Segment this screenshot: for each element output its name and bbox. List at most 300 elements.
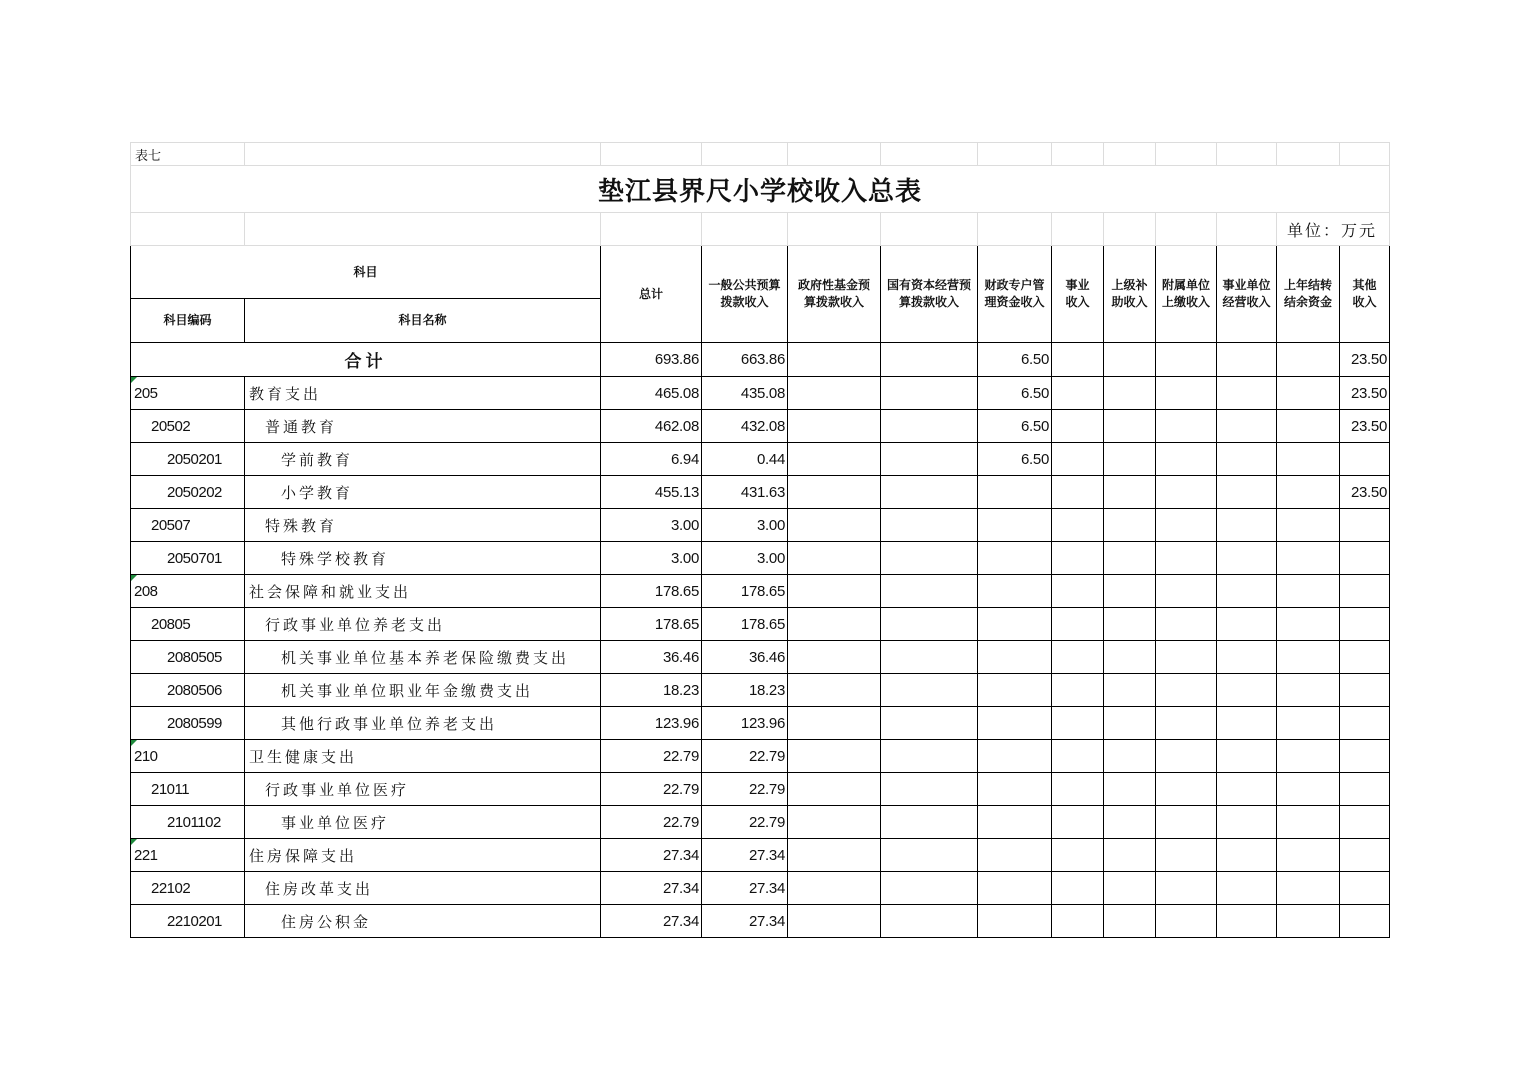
- amount-cell: [1217, 905, 1277, 938]
- amount-cell: [978, 872, 1052, 905]
- subject-code: 205: [134, 384, 158, 402]
- caption-row: [131, 143, 1390, 166]
- amount-cell: 123.96: [702, 707, 788, 740]
- amount-cell: 465.08: [601, 377, 702, 410]
- amount-cell: [788, 509, 881, 542]
- amount-cell: 3.00: [601, 509, 702, 542]
- table-row: [131, 674, 1390, 707]
- amount-cell: [1052, 476, 1104, 509]
- amount-cell: [1217, 839, 1277, 872]
- amount-cell: 18.23: [601, 674, 702, 707]
- amount-cell: [1277, 575, 1340, 608]
- column-header: [788, 246, 881, 343]
- subject-code-cell: [131, 839, 245, 872]
- subject-code: 22102: [151, 879, 191, 897]
- column-header-line: 经营收入: [1222, 295, 1271, 309]
- subject-code-cell: [131, 641, 245, 674]
- amount-cell: [1104, 674, 1156, 707]
- amount-cell: [1104, 509, 1156, 542]
- amount-cell: 18.23: [702, 674, 788, 707]
- amount-cell: 23.50: [1340, 377, 1390, 410]
- amount-cell: [881, 509, 978, 542]
- amount-cell: [881, 740, 978, 773]
- amount-cell: 22.79: [601, 740, 702, 773]
- subject-code-cell: [131, 476, 245, 509]
- subject-code: 2080506: [167, 681, 222, 699]
- column-header: [1340, 246, 1390, 343]
- column-header: [702, 246, 788, 343]
- amount-cell: 123.96: [601, 707, 702, 740]
- amount-cell: [978, 608, 1052, 641]
- amount-cell: 432.08: [702, 410, 788, 443]
- amount-cell: [1052, 641, 1104, 674]
- amount-cell: [1156, 476, 1217, 509]
- subject-header: 科目: [131, 246, 601, 299]
- subject-name-cell: 机关事业单位职业年金缴费支出: [245, 674, 601, 707]
- amount-cell: [1104, 872, 1156, 905]
- table-row: [131, 839, 1390, 872]
- amount-cell: [1104, 575, 1156, 608]
- subject-code: 2050701: [167, 549, 222, 567]
- amount-cell: [978, 575, 1052, 608]
- column-header-line: 助收入: [1111, 295, 1148, 309]
- column-header-line: 政府性基金预: [797, 278, 870, 292]
- amount-cell: [788, 542, 881, 575]
- amount-cell: [978, 773, 1052, 806]
- subject-code: 20507: [151, 516, 191, 534]
- subject-code: 21011: [151, 780, 190, 798]
- amount-cell: 178.65: [702, 575, 788, 608]
- amount-cell: [1156, 377, 1217, 410]
- total-cell: 6.50: [978, 343, 1052, 377]
- amount-cell: [881, 542, 978, 575]
- subject-code: 208: [134, 582, 158, 600]
- subject-code-cell: [131, 377, 245, 410]
- amount-cell: [1277, 872, 1340, 905]
- subject-code: 20805: [151, 615, 191, 633]
- total-cell: 663.86: [702, 343, 788, 377]
- amount-cell: [1217, 509, 1277, 542]
- total-cell: [881, 343, 978, 377]
- amount-cell: [1277, 608, 1340, 641]
- amount-cell: [881, 905, 978, 938]
- amount-cell: [1217, 641, 1277, 674]
- table-row: [131, 905, 1390, 938]
- table-row: [131, 476, 1390, 509]
- column-header-line: 附属单位: [1161, 278, 1210, 292]
- amount-cell: [1340, 740, 1390, 773]
- amount-cell: [1340, 509, 1390, 542]
- column-header-line: 理资金收入: [984, 295, 1045, 309]
- amount-cell: [1217, 410, 1277, 443]
- amount-cell: [978, 806, 1052, 839]
- total-label: 合计: [131, 343, 601, 377]
- amount-cell: [1104, 410, 1156, 443]
- total-cell: [1104, 343, 1156, 377]
- amount-cell: [1052, 872, 1104, 905]
- column-header-line: 算拨款收入: [898, 295, 959, 309]
- subject-code-cell: [131, 509, 245, 542]
- amount-cell: [1104, 839, 1156, 872]
- amount-cell: [1217, 542, 1277, 575]
- amount-cell: [788, 674, 881, 707]
- subject-code: 2080599: [167, 714, 222, 732]
- amount-cell: [1104, 806, 1156, 839]
- amount-cell: [1052, 905, 1104, 938]
- subject-code-cell: [131, 608, 245, 641]
- amount-cell: [1156, 608, 1217, 641]
- subject-code: 2050202: [167, 483, 222, 501]
- subject-code-cell: [131, 410, 245, 443]
- amount-cell: [788, 740, 881, 773]
- amount-cell: [1217, 476, 1277, 509]
- table-row: [131, 542, 1390, 575]
- amount-cell: [788, 443, 881, 476]
- amount-cell: 36.46: [702, 641, 788, 674]
- amount-cell: [1340, 542, 1390, 575]
- column-header-line: 收入: [1065, 295, 1090, 309]
- amount-cell: [881, 872, 978, 905]
- total-cell: [1052, 343, 1104, 377]
- amount-cell: [1277, 377, 1340, 410]
- amount-cell: [1340, 773, 1390, 806]
- amount-cell: 3.00: [601, 542, 702, 575]
- amount-cell: [1052, 542, 1104, 575]
- amount-cell: [978, 509, 1052, 542]
- amount-cell: [788, 608, 881, 641]
- subject-name-cell: 小学教育: [245, 476, 601, 509]
- column-header: [1052, 246, 1104, 343]
- header-row: [131, 246, 1390, 299]
- amount-cell: 3.00: [702, 542, 788, 575]
- amount-cell: 22.79: [601, 806, 702, 839]
- subject-name-cell: 住房公积金: [245, 905, 601, 938]
- amount-cell: [881, 410, 978, 443]
- column-header-line: 总计: [638, 286, 663, 301]
- amount-cell: [788, 476, 881, 509]
- amount-cell: [881, 707, 978, 740]
- subject-code-cell: [131, 872, 245, 905]
- amount-cell: [1052, 806, 1104, 839]
- amount-cell: 23.50: [1340, 476, 1390, 509]
- amount-cell: [978, 542, 1052, 575]
- amount-cell: [1156, 443, 1217, 476]
- amount-cell: [1104, 707, 1156, 740]
- amount-cell: [1217, 773, 1277, 806]
- amount-cell: 6.94: [601, 443, 702, 476]
- amount-cell: [1104, 740, 1156, 773]
- column-header-line: 收入: [1352, 295, 1377, 309]
- amount-cell: [881, 476, 978, 509]
- subject-code: 2210201: [167, 912, 222, 930]
- column-header-line: 事业单位: [1222, 278, 1271, 292]
- amount-cell: [1052, 509, 1104, 542]
- amount-cell: 431.63: [702, 476, 788, 509]
- amount-cell: [978, 476, 1052, 509]
- column-header-line: 财政专户管: [984, 278, 1045, 292]
- amount-cell: [1156, 410, 1217, 443]
- amount-cell: [788, 377, 881, 410]
- amount-cell: [1156, 707, 1217, 740]
- amount-cell: [1217, 806, 1277, 839]
- amount-cell: [1340, 443, 1390, 476]
- amount-cell: [1217, 872, 1277, 905]
- amount-cell: [1340, 707, 1390, 740]
- amount-cell: 27.34: [601, 839, 702, 872]
- amount-cell: 6.50: [978, 410, 1052, 443]
- amount-cell: [1217, 707, 1277, 740]
- subject-code-cell: [131, 443, 245, 476]
- column-header: [1277, 246, 1340, 343]
- amount-cell: [1217, 575, 1277, 608]
- subject-name-cell: 卫生健康支出: [245, 740, 601, 773]
- amount-cell: 6.50: [978, 377, 1052, 410]
- column-header: [881, 246, 978, 343]
- amount-cell: [1156, 806, 1217, 839]
- title-row: [131, 166, 1390, 213]
- amount-cell: [1340, 674, 1390, 707]
- amount-cell: [1052, 377, 1104, 410]
- amount-cell: 178.65: [601, 575, 702, 608]
- comment-marker-icon: [131, 377, 137, 383]
- amount-cell: 462.08: [601, 410, 702, 443]
- page-title: 垫江县界尺小学校收入总表: [131, 166, 1390, 213]
- subject-name-cell: 机关事业单位基本养老保险缴费支出: [245, 641, 601, 674]
- subject-code: 210: [134, 747, 158, 765]
- unit-label: 单位：万元: [1277, 213, 1390, 246]
- amount-cell: 6.50: [978, 443, 1052, 476]
- column-header-line: 事业: [1065, 278, 1090, 292]
- amount-cell: [1156, 839, 1217, 872]
- table-row: [131, 773, 1390, 806]
- subject-code: 221: [134, 846, 158, 864]
- income-summary-sheet: [130, 142, 1390, 938]
- amount-cell: [1277, 905, 1340, 938]
- amount-cell: [881, 608, 978, 641]
- amount-cell: [788, 806, 881, 839]
- amount-cell: [1217, 377, 1277, 410]
- amount-cell: [1104, 377, 1156, 410]
- amount-cell: [1156, 509, 1217, 542]
- amount-cell: [1104, 773, 1156, 806]
- subject-code-cell: [131, 806, 245, 839]
- amount-cell: 27.34: [702, 839, 788, 872]
- amount-cell: [1104, 542, 1156, 575]
- comment-marker-icon: [131, 839, 137, 845]
- subject-name-header: 科目名称: [245, 299, 601, 343]
- column-header: [1104, 246, 1156, 343]
- amount-cell: [1052, 443, 1104, 476]
- amount-cell: 27.34: [601, 872, 702, 905]
- subject-code-cell: [131, 905, 245, 938]
- amount-cell: [1217, 608, 1277, 641]
- amount-cell: [1340, 839, 1390, 872]
- subject-code: 20502: [151, 417, 191, 435]
- amount-cell: [978, 641, 1052, 674]
- amount-cell: [1277, 806, 1340, 839]
- amount-cell: 178.65: [601, 608, 702, 641]
- amount-cell: 22.79: [702, 740, 788, 773]
- amount-cell: [1156, 773, 1217, 806]
- table-row: [131, 443, 1390, 476]
- subject-code-cell: [131, 707, 245, 740]
- amount-cell: [978, 707, 1052, 740]
- amount-cell: [1104, 641, 1156, 674]
- amount-cell: [1217, 443, 1277, 476]
- subject-name-cell: 事业单位医疗: [245, 806, 601, 839]
- column-header-line: 上级补: [1111, 278, 1148, 292]
- subject-name-cell: 特殊学校教育: [245, 542, 601, 575]
- amount-cell: [1340, 608, 1390, 641]
- amount-cell: [881, 674, 978, 707]
- amount-cell: [1277, 410, 1340, 443]
- amount-cell: 178.65: [702, 608, 788, 641]
- amount-cell: [1052, 740, 1104, 773]
- amount-cell: 435.08: [702, 377, 788, 410]
- amount-cell: [788, 641, 881, 674]
- comment-marker-icon: [131, 575, 137, 581]
- amount-cell: [881, 443, 978, 476]
- amount-cell: [1340, 872, 1390, 905]
- amount-cell: [1052, 674, 1104, 707]
- amount-cell: [1052, 839, 1104, 872]
- amount-cell: 0.44: [702, 443, 788, 476]
- table-row: [131, 410, 1390, 443]
- amount-cell: [1277, 740, 1340, 773]
- subject-name-cell: 住房保障支出: [245, 839, 601, 872]
- amount-cell: [1156, 872, 1217, 905]
- amount-cell: 27.34: [601, 905, 702, 938]
- amount-cell: [1277, 476, 1340, 509]
- subject-code-cell: [131, 542, 245, 575]
- column-header: [1217, 246, 1277, 343]
- table-row: [131, 872, 1390, 905]
- amount-cell: [1156, 641, 1217, 674]
- amount-cell: [1277, 839, 1340, 872]
- subject-name-cell: 行政事业单位医疗: [245, 773, 601, 806]
- amount-cell: 455.13: [601, 476, 702, 509]
- amount-cell: [881, 839, 978, 872]
- subject-code-cell: [131, 674, 245, 707]
- total-cell: [1217, 343, 1277, 377]
- amount-cell: [1217, 674, 1277, 707]
- amount-cell: [1052, 707, 1104, 740]
- column-header-line: 结余资金: [1283, 295, 1332, 309]
- total-cell: 693.86: [601, 343, 702, 377]
- subject-code-cell: [131, 575, 245, 608]
- column-header: [601, 246, 702, 343]
- amount-cell: 22.79: [702, 773, 788, 806]
- subject-name-cell: 其他行政事业单位养老支出: [245, 707, 601, 740]
- amount-cell: [1052, 410, 1104, 443]
- amount-cell: [1156, 905, 1217, 938]
- amount-cell: [881, 641, 978, 674]
- column-header-line: 拨款收入: [720, 295, 769, 309]
- subject-code-cell: [131, 740, 245, 773]
- column-header-line: 国有资本经营预: [886, 278, 971, 292]
- total-cell: [1277, 343, 1340, 377]
- amount-cell: 27.34: [702, 905, 788, 938]
- amount-cell: [1340, 905, 1390, 938]
- amount-cell: [1277, 674, 1340, 707]
- amount-cell: [1052, 575, 1104, 608]
- unit-row: [131, 213, 1390, 246]
- amount-cell: [881, 377, 978, 410]
- amount-cell: [1277, 707, 1340, 740]
- column-header: [978, 246, 1052, 343]
- table-row: [131, 641, 1390, 674]
- table-row: [131, 575, 1390, 608]
- amount-cell: [978, 905, 1052, 938]
- amount-cell: [1277, 542, 1340, 575]
- amount-cell: 23.50: [1340, 410, 1390, 443]
- subject-code: 2080505: [167, 648, 222, 666]
- subject-name-cell: 住房改革支出: [245, 872, 601, 905]
- amount-cell: [788, 872, 881, 905]
- column-header-line: 上年结转: [1283, 278, 1332, 292]
- subject-name-cell: 社会保障和就业支出: [245, 575, 601, 608]
- amount-cell: [1104, 443, 1156, 476]
- table-caption: 表七: [131, 143, 245, 166]
- amount-cell: [1277, 509, 1340, 542]
- amount-cell: [1217, 740, 1277, 773]
- total-cell: [1156, 343, 1217, 377]
- amount-cell: [1104, 905, 1156, 938]
- amount-cell: 36.46: [601, 641, 702, 674]
- column-header-line: 上缴收入: [1161, 295, 1210, 309]
- total-cell: 23.50: [1340, 343, 1390, 377]
- amount-cell: 22.79: [601, 773, 702, 806]
- column-header: [1156, 246, 1217, 343]
- amount-cell: 3.00: [702, 509, 788, 542]
- amount-cell: [1052, 608, 1104, 641]
- table-row: [131, 806, 1390, 839]
- amount-cell: 27.34: [702, 872, 788, 905]
- amount-cell: [881, 806, 978, 839]
- amount-cell: [788, 773, 881, 806]
- income-table: [130, 142, 1390, 938]
- amount-cell: [788, 905, 881, 938]
- subject-name-cell: 特殊教育: [245, 509, 601, 542]
- amount-cell: [1340, 806, 1390, 839]
- amount-cell: [1340, 575, 1390, 608]
- subject-code: 2050201: [167, 450, 222, 468]
- table-row: [131, 509, 1390, 542]
- amount-cell: [1156, 740, 1217, 773]
- table-row: [131, 707, 1390, 740]
- subject-name-cell: 学前教育: [245, 443, 601, 476]
- column-header-line: 算拨款收入: [803, 295, 864, 309]
- amount-cell: [788, 839, 881, 872]
- table-row: [131, 377, 1390, 410]
- amount-cell: [1156, 674, 1217, 707]
- total-cell: [788, 343, 881, 377]
- amount-cell: [788, 707, 881, 740]
- subject-code-cell: [131, 773, 245, 806]
- amount-cell: [788, 410, 881, 443]
- total-row: [131, 343, 1390, 377]
- amount-cell: [1277, 641, 1340, 674]
- amount-cell: [788, 575, 881, 608]
- amount-cell: 22.79: [702, 806, 788, 839]
- comment-marker-icon: [131, 740, 137, 746]
- column-header-line: 其他: [1352, 278, 1377, 292]
- subject-code: 2101102: [167, 813, 221, 831]
- amount-cell: [1277, 443, 1340, 476]
- amount-cell: [978, 740, 1052, 773]
- column-header-line: 一般公共预算: [708, 278, 781, 292]
- table-row: [131, 608, 1390, 641]
